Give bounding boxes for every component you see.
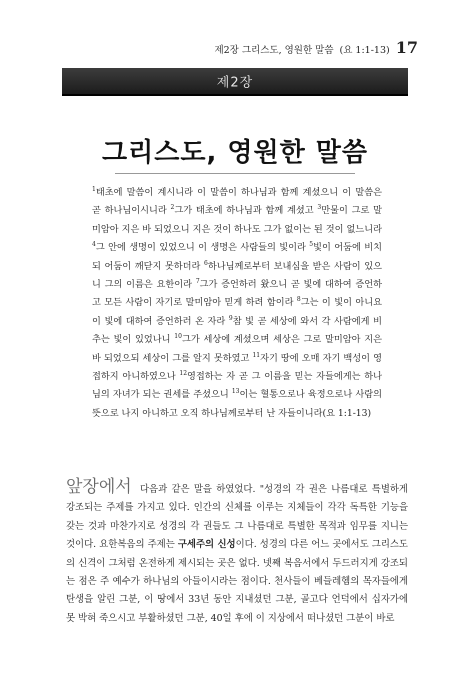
body-text: [66, 478, 408, 628]
chapter-title-text: 그리스도, 영원한 말씀: [101, 138, 369, 168]
verse-text: 이는 혈통으로나 육정으로나 사람의 뜻으로 나지 아니하고 오직 하나님께로부터 난 자들이니라: [92, 389, 382, 419]
verse-number: 1: [92, 185, 96, 193]
verse-text: 그가 태초에 하나님과 함께 계셨고: [174, 205, 318, 217]
verse-number: 6: [204, 259, 208, 267]
lead-word: 앞장에서: [66, 477, 132, 497]
verse-text: 그가 증언하러 왔으니 곧 빛에 대하여 증언하고 모든 사람이 자기로 말미암아 믿게 하려 함이라: [92, 279, 383, 309]
title-underline: [115, 173, 355, 174]
body-part-2: 이다. 성경의 다른 어느 곳에서도 그리스도의 신격이 그처럼 온전하게 제시되는 곳은 없다. 넷째 복음서에서 두드러지게 강조되는 점은 주 예수가 하나님의 아들이시라는 점이다. 천사들이 베들레헴의 목자들에게 탄생을 알린 그분, 이 땅에서 33년 동안 지내셨던 그분, 골고다 언덕에서 십자가에 못 박혀 죽으시고 부활하셨던 그분, 40일 후에 이 지상에서 떠나셨던 그분이 바로: [66, 539, 408, 624]
page-number: 17: [395, 38, 418, 57]
body-part-1: 다음과 같은 말을 하였었다. "성경의 각 권은 나름대로 특별하게 강조되는 주제를 가지고 있다. 인간의 신체를 이루는 지체들이 각각 독특한 기능을 갖는 것과 마찬가지로 성경의 각 권들도 그 나름대로 특별한 목적과 임무를 지니는 것이다. 요한복음의 주제는: [66, 484, 408, 551]
verse-number: 2: [170, 204, 175, 212]
chapter-band: [62, 68, 408, 96]
verse-number: 10: [174, 333, 182, 341]
verse-text: 하나님께로부터 보내심을 받은 사람이 있으니 그의 이름은 요한이라: [92, 260, 383, 291]
verse-number: 9: [228, 314, 233, 322]
chapter-title: [0, 132, 470, 174]
verse-list: [92, 187, 382, 419]
verse-text: 그는 이 빛이 아니요 이 빛에 대하여 증언하러 온 자라: [92, 297, 382, 327]
running-reference: (요 1:1-13): [339, 45, 390, 56]
verse-text: 태초에 말씀이 계시니라 이 말씀이 하나님과 함께 계셨으니 이 말씀은 곧 하나님이시니라: [92, 187, 382, 217]
verse-number: 12: [179, 370, 188, 377]
verse-number: 7: [195, 277, 200, 285]
scripture-passage: [92, 184, 382, 423]
verse-number: 5: [309, 241, 314, 249]
verse-number: 4: [92, 241, 96, 249]
verse-text: 만물이 그로 말미암아 지은 바 되었으니 지은 것이 하나도 그가 없이는 된 것이 없느니라: [92, 205, 383, 235]
verse-number: 13: [231, 388, 240, 396]
chapter-label: 제2장: [216, 75, 254, 91]
verse-text: 그 안에 생명이 있었으니 이 생명은 사람들의 빛이라: [95, 242, 310, 254]
verse-text: 참 빛 곧 세상에 와서 각 사람에게 비추는 빛이 있었나니: [92, 315, 382, 346]
body-emphasis: 구세주의 신성: [177, 539, 236, 551]
verse-text: 영접하는 자 곧 그 이름을 믿는 자들에게는 하나님의 자녀가 되는 권세를 주셨으니: [92, 371, 382, 401]
verse-text: 빛이 어둠에 비치되 어둠이 깨닫지 못하더라: [92, 242, 383, 272]
running-header: [214, 38, 418, 57]
verse-text: 그가 세상에 계셨으며 세상은 그로 말미암아 지은 바 되었으되 세상이 그를 알지 못하였고: [92, 334, 383, 364]
running-title: 제2장 그리스도, 영원한 말씀: [214, 45, 334, 56]
scripture-citation: (요 1:1-13): [322, 407, 372, 419]
verse-number: 3: [317, 204, 322, 212]
verse-number: 11: [252, 351, 261, 359]
verse-text: 자기 땅에 오매 자기 백성이 영접하지 아니하였으나: [92, 352, 382, 383]
verse-number: 8: [296, 296, 301, 304]
